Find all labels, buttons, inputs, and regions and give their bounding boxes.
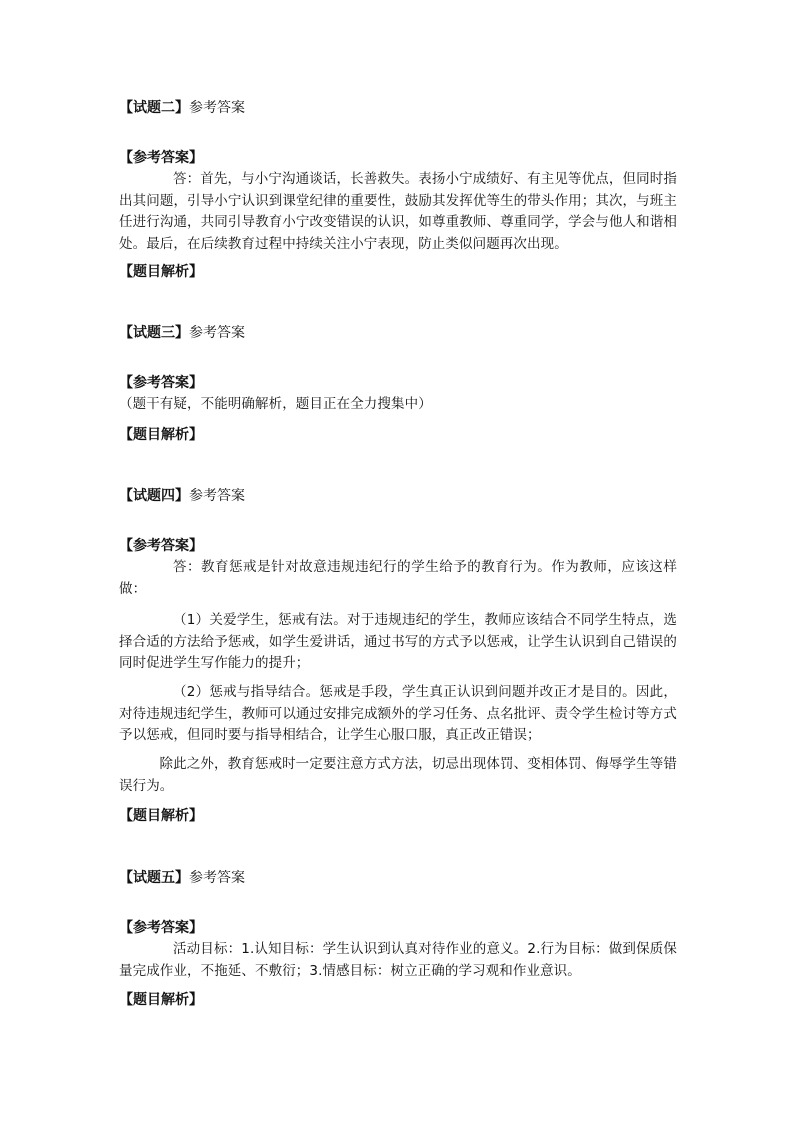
answer-paragraph: （1）关爱学生，惩戒有法。对于违规违纪的学生，教师应该结合不同学生特点，选择合适的方法给予惩戒，如学生爱讲话，通过书写的方式予以惩戒，让学生认识到自己错误的同时促进学生写作能力的提升； (119, 612, 677, 671)
section-heading-3 (119, 323, 677, 343)
answer-paragraph: 除此之外，教育惩戒时一定要注意方式方法，切忌出现体罚、变相体罚、侮辱学生等错误行为。 (119, 756, 677, 794)
analysis-label: 【题目解析】 (119, 808, 203, 824)
answer-paragraph: （题干有疑，不能明确解析，题目正在全力搜集中） (119, 396, 432, 412)
answer-paragraph: （2）惩戒与指导结合。惩戒是手段，学生真正认识到问题并改正才是目的。因此，对待违规违纪学生，教师可以通过安排完成额外的学习任务、点名批评、责令学生检讨等方式予以惩戒，但同时要与指导相结合，让学生心服口服，真正改正错误； (119, 684, 677, 743)
analysis-label: 【题目解析】 (119, 992, 203, 1008)
section-title: 【试题三】 (119, 325, 189, 341)
answer-label: 【参考答案】 (119, 375, 203, 391)
answer-paragraph: 活动目标：1.认知目标：学生认识到认真对待作业的意义。2.行为目标：做到保质保量完成作业，不拖延、不敷衍；3.情感目标：树立正确的学习观和作业意识。 (119, 941, 677, 979)
section-heading-5 (119, 868, 677, 888)
section-title: 【试题五】 (119, 870, 189, 886)
section-title-suffix: 参考答案 (189, 870, 245, 886)
answer-label: 【参考答案】 (119, 920, 203, 936)
section-title: 【试题二】 (119, 100, 189, 116)
analysis-label: 【题目解析】 (119, 427, 203, 443)
section-title: 【试题四】 (119, 488, 189, 504)
section-heading-2 (119, 98, 677, 118)
section-title-suffix: 参考答案 (189, 488, 245, 504)
answer-label: 【参考答案】 (119, 150, 203, 166)
analysis-label: 【题目解析】 (119, 264, 203, 280)
answer-paragraph: 答：教育惩戒是针对故意违规违纪行的学生给予的教育行为。作为教师，应该这样做： (119, 559, 677, 597)
section-heading-4 (119, 486, 677, 506)
answer-paragraph: 答：首先，与小宁沟通谈话，长善救失。表扬小宁成绩好、有主见等优点，但同时指出其问题，引导小宁认识到课堂纪律的重要性，鼓励其发挥优等生的带头作用；其次，与班主任进行沟通，共同引导教育小宁改变错误的认识，如尊重教师、尊重同学，学会与他人和谐相处。最后，在后续教育过程中持续关注小宁表现，防止类似问题再次出现。 (119, 171, 677, 252)
section-title-suffix: 参考答案 (189, 100, 245, 116)
answer-label: 【参考答案】 (119, 538, 203, 554)
section-title-suffix: 参考答案 (189, 325, 245, 341)
